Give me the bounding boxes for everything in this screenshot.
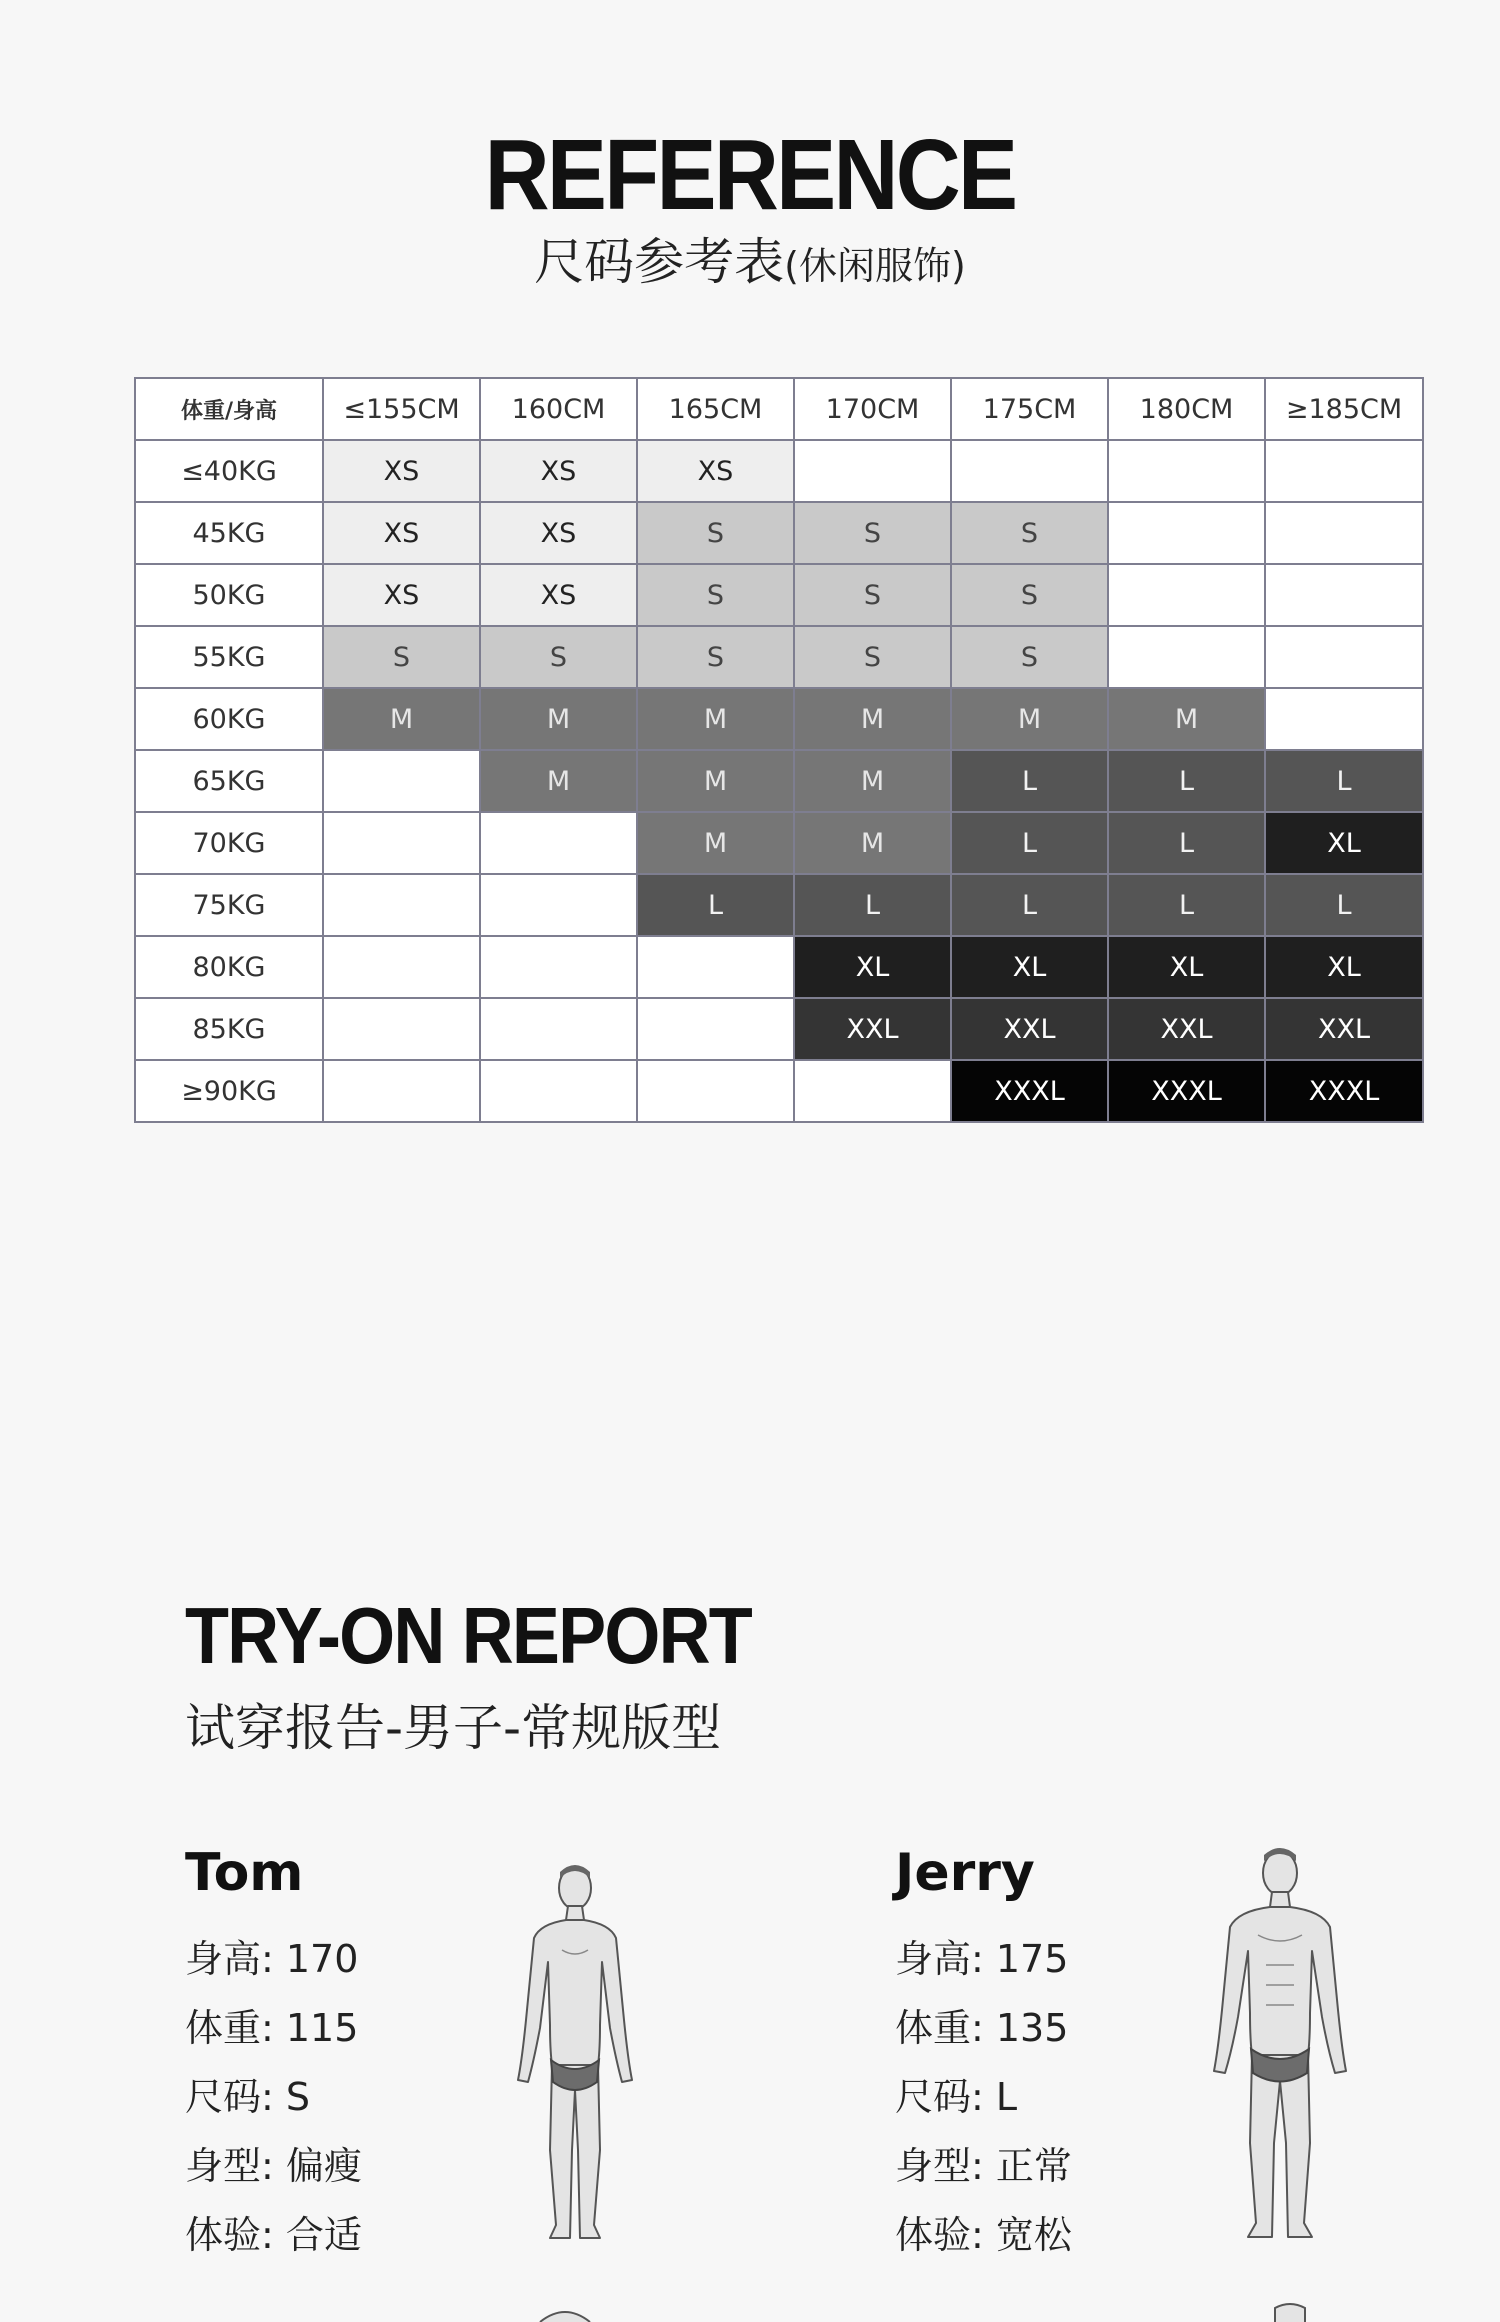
try-on-subtitle: 试穿报告-男子-常规版型 bbox=[185, 1699, 722, 1757]
size-cell: XXXL bbox=[951, 1060, 1108, 1122]
size-cell bbox=[1265, 502, 1423, 564]
size-chart-table bbox=[134, 377, 1424, 1123]
size-cell: L bbox=[1265, 874, 1423, 936]
table-row bbox=[135, 750, 1423, 812]
person-card-tom bbox=[185, 1843, 362, 2270]
table-row bbox=[135, 688, 1423, 750]
person-card-jerry bbox=[895, 1843, 1072, 2270]
person-weight: 体重: 135 bbox=[895, 2006, 1069, 2050]
size-cell bbox=[1265, 564, 1423, 626]
size-cell: XS bbox=[323, 564, 480, 626]
size-cell bbox=[1265, 626, 1423, 688]
size-cell: L bbox=[1108, 874, 1265, 936]
size-cell: S bbox=[637, 502, 794, 564]
size-cell: XL bbox=[1108, 936, 1265, 998]
height-header: 160CM bbox=[480, 378, 637, 440]
table-row bbox=[135, 998, 1423, 1060]
size-cell: L bbox=[951, 812, 1108, 874]
size-cell: XXL bbox=[1108, 998, 1265, 1060]
person-height: 身高: 170 bbox=[185, 1937, 359, 1981]
size-cell: M bbox=[480, 750, 637, 812]
size-cell: S bbox=[794, 502, 951, 564]
size-cell bbox=[323, 874, 480, 936]
height-header: 180CM bbox=[1108, 378, 1265, 440]
size-cell bbox=[1265, 440, 1423, 502]
size-cell: XL bbox=[1265, 812, 1423, 874]
height-header: 165CM bbox=[637, 378, 794, 440]
size-cell: S bbox=[637, 564, 794, 626]
size-cell bbox=[637, 998, 794, 1060]
size-cell: L bbox=[951, 874, 1108, 936]
size-cell: L bbox=[637, 874, 794, 936]
weight-label: 65KG bbox=[135, 750, 323, 812]
weight-label: 45KG bbox=[135, 502, 323, 564]
size-cell: XXXL bbox=[1265, 1060, 1423, 1122]
table-row bbox=[135, 874, 1423, 936]
table-row bbox=[135, 502, 1423, 564]
size-cell: XS bbox=[480, 440, 637, 502]
height-header: ≤155CM bbox=[323, 378, 480, 440]
size-cell bbox=[323, 750, 480, 812]
size-cell: L bbox=[794, 874, 951, 936]
size-cell: XXL bbox=[951, 998, 1108, 1060]
person-name: Tom bbox=[185, 1843, 304, 1903]
size-cell bbox=[794, 440, 951, 502]
weight-label: 85KG bbox=[135, 998, 323, 1060]
size-cell: XS bbox=[637, 440, 794, 502]
weight-label: 80KG bbox=[135, 936, 323, 998]
reference-title: REFERENCE bbox=[484, 119, 1016, 231]
person-experience: 体验: 宽松 bbox=[895, 2213, 1072, 2257]
size-cell: XXXL bbox=[1108, 1060, 1265, 1122]
size-cell: XL bbox=[1265, 936, 1423, 998]
reference-subtitle-main: 尺码参考表 bbox=[534, 233, 785, 291]
size-cell: S bbox=[637, 626, 794, 688]
size-cell: S bbox=[480, 626, 637, 688]
size-cell: XL bbox=[794, 936, 951, 998]
header-row bbox=[135, 378, 1423, 440]
weight-label: ≤40KG bbox=[135, 440, 323, 502]
size-cell: XXL bbox=[1265, 998, 1423, 1060]
size-cell bbox=[480, 1060, 637, 1122]
size-cell: L bbox=[1265, 750, 1423, 812]
size-cell: S bbox=[794, 564, 951, 626]
size-cell: XS bbox=[323, 440, 480, 502]
normal-body-figure-icon bbox=[1200, 1835, 1360, 2250]
size-cell: M bbox=[794, 812, 951, 874]
head-icon bbox=[1270, 2302, 1310, 2322]
size-cell bbox=[1108, 502, 1265, 564]
size-cell bbox=[637, 936, 794, 998]
reference-subtitle bbox=[0, 222, 1500, 294]
size-cell: M bbox=[480, 688, 637, 750]
size-cell bbox=[951, 440, 1108, 502]
try-on-title: TRY-ON REPORT bbox=[185, 1591, 751, 1680]
person-size: 尺码: S bbox=[185, 2075, 311, 2119]
size-cell: XXL bbox=[794, 998, 951, 1060]
person-body-type: 身型: 偏瘦 bbox=[185, 2144, 362, 2188]
person-size: 尺码: L bbox=[895, 2075, 1018, 2119]
person-height: 身高: 175 bbox=[895, 1937, 1069, 1981]
table-row bbox=[135, 936, 1423, 998]
size-cell: L bbox=[1108, 750, 1265, 812]
size-cell bbox=[323, 936, 480, 998]
size-cell: M bbox=[637, 750, 794, 812]
height-header: 175CM bbox=[951, 378, 1108, 440]
slim-body-figure-icon bbox=[500, 1850, 650, 2250]
size-cell bbox=[480, 874, 637, 936]
height-header: 170CM bbox=[794, 378, 951, 440]
size-cell bbox=[480, 998, 637, 1060]
reference-subtitle-paren: (休闲服饰) bbox=[784, 244, 966, 288]
table-row bbox=[135, 440, 1423, 502]
size-cell: M bbox=[951, 688, 1108, 750]
size-cell bbox=[794, 1060, 951, 1122]
size-cell: M bbox=[794, 688, 951, 750]
size-cell: XS bbox=[323, 502, 480, 564]
corner-header: 体重/身高 bbox=[135, 378, 323, 440]
size-cell: XL bbox=[951, 936, 1108, 998]
height-header: ≥185CM bbox=[1265, 378, 1423, 440]
person-name: Jerry bbox=[895, 1843, 1035, 1903]
size-cell: M bbox=[323, 688, 480, 750]
size-cell bbox=[1108, 626, 1265, 688]
size-cell bbox=[1265, 688, 1423, 750]
size-cell: S bbox=[951, 626, 1108, 688]
table-row bbox=[135, 626, 1423, 688]
size-cell bbox=[480, 812, 637, 874]
person-experience: 体验: 合适 bbox=[185, 2213, 362, 2257]
table-row bbox=[135, 1060, 1423, 1122]
size-cell bbox=[1108, 564, 1265, 626]
size-cell bbox=[480, 936, 637, 998]
weight-label: 75KG bbox=[135, 874, 323, 936]
size-cell: M bbox=[637, 688, 794, 750]
person-body-type: 身型: 正常 bbox=[895, 2144, 1072, 2188]
size-cell: S bbox=[323, 626, 480, 688]
weight-label: 70KG bbox=[135, 812, 323, 874]
size-cell bbox=[323, 998, 480, 1060]
size-cell: M bbox=[1108, 688, 1265, 750]
weight-label: 50KG bbox=[135, 564, 323, 626]
size-cell: XS bbox=[480, 502, 637, 564]
head-icon bbox=[535, 2302, 595, 2322]
size-cell bbox=[1108, 440, 1265, 502]
weight-label: ≥90KG bbox=[135, 1060, 323, 1122]
size-cell: M bbox=[637, 812, 794, 874]
size-cell: S bbox=[951, 564, 1108, 626]
weight-label: 60KG bbox=[135, 688, 323, 750]
size-cell: S bbox=[951, 502, 1108, 564]
size-cell: XS bbox=[480, 564, 637, 626]
size-cell: S bbox=[794, 626, 951, 688]
size-cell: L bbox=[1108, 812, 1265, 874]
size-cell bbox=[323, 1060, 480, 1122]
person-weight: 体重: 115 bbox=[185, 2006, 359, 2050]
size-cell bbox=[323, 812, 480, 874]
table-row bbox=[135, 812, 1423, 874]
table-row bbox=[135, 564, 1423, 626]
size-cell bbox=[637, 1060, 794, 1122]
size-cell: M bbox=[794, 750, 951, 812]
size-cell: L bbox=[951, 750, 1108, 812]
weight-label: 55KG bbox=[135, 626, 323, 688]
